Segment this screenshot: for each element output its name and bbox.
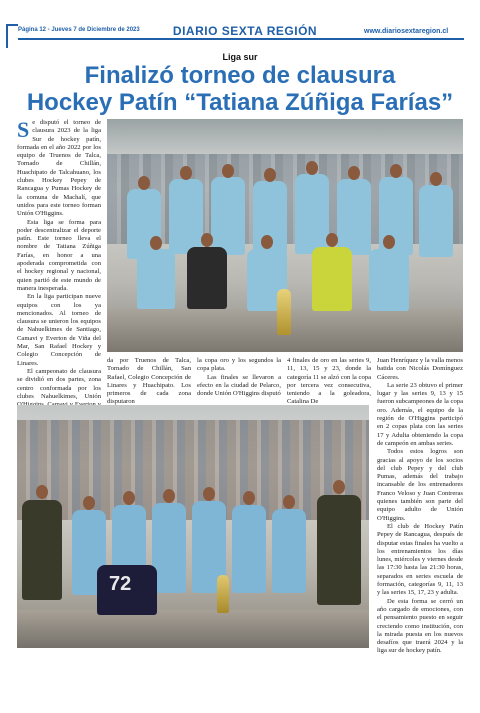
headline-line-1: Finalizó torneo de clausura <box>84 62 396 89</box>
paragraph: la copa oro y los segundos la copa plata. <box>197 357 281 373</box>
paragraph: 4 finales de oro en las series 9, 11, 13, 15 y 23, donde la categoría 11 se alzó con la copa por tercera vez consecutiva, teniendo a la goleadora, Catalina De <box>287 357 371 406</box>
header-corner-mark <box>6 24 18 48</box>
paragraph: e disputó el torneo de clausura 2023 de la liga Sur de hockey patín, formada en el año 2022 por los equipo de Truenos de Talca, Tornado de Chillán, Huachipato de Talcahuano, los clubes Hockey Pepey de Rancagua y Pumas Hockey de la comuna de Machalí, que unidos para este torneo forman Unión O'Higgins. <box>17 119 101 218</box>
page-info: Página 12 - Jueves 7 de Diciembre de 2023 <box>18 27 140 33</box>
article-column-2 <box>107 357 191 406</box>
article-column-4 <box>287 357 371 406</box>
header-rule <box>18 38 464 40</box>
paragraph: Todos estos logros son gracias al apoyo de los socios del club Pepey y del club Pumas, además del trabajo incansable de los entrenadores Franco Veloso y Juan Contreras quienes también son parte del equipo adulto de Unión O'Higgins. <box>377 448 463 522</box>
trophy-icon <box>217 575 229 613</box>
paragraph: Esta liga se forma para poder descentralizar el deporte patín. Este torneo lleva el nombre de Tatiana Zúñiga Farías, en honor a una apoderada comprometida con el hockey regional y nacional, quien partió de este mundo de manera inesperada. <box>17 218 101 292</box>
masthead: DIARIO SEXTA REGIÓN <box>172 24 318 38</box>
article-column-3 <box>197 357 281 403</box>
article-column-1 <box>17 119 101 401</box>
paragraph: El club de Hockey Patín Pepey de Rancagua, después de disputar estas finales ha vuelto a los entrenamientos los días lunes, miércoles y viernes desde las 17:30 hasta las 21:30 horas, separados en series escuela de formación, categorías 9, 11, 13 y las series 15, 17, 23 y adulta. <box>377 522 463 597</box>
headline-line-2: Hockey Patín “Tatiana Zúñiga Farías” <box>26 89 454 116</box>
paragraph: Juan Henríquez y la valla menos batida con Nicolás Domínguez Cáceres. <box>377 357 463 381</box>
rink-floor <box>17 610 369 648</box>
team-photo-1 <box>107 119 463 352</box>
trophy-icon <box>277 289 291 335</box>
dropcap: S <box>17 117 30 142</box>
section-label: Liga sur <box>222 52 258 62</box>
arena-roof <box>107 119 463 159</box>
paragraph: De esta forma se cerró un año cargado de emociones, con el pensamiento puesto en seguir creciendo como institución, con la mirada puesta en los nuevos desafíos que traerá 2024 y la liga sur de hockey patín. <box>377 597 463 655</box>
paragraph: El campeonato de clausura se dividió en dos partes, zona centro conformada por los clubes Nahuelkimes, Unión <box>17 367 101 400</box>
paragraph: En la liga participan nueve equipos con los ya mencionados. Al torneo de clausura se unieron los equipos de Nahuelkimes de Santiago, Camavi y Everton de Viña del Mar, San Rafael Hockey y Colegio Concepción de Linares. <box>17 293 101 367</box>
article-column-5 <box>377 357 463 657</box>
website-link[interactable]: www.diariosextaregion.cl <box>364 28 449 35</box>
paragraph: La serie 23 obtuvo el primer lugar y las series 9, 13 y 15 fueron subcampeones de la copa oro. Además, el equipo de la región de O'Higgins participó en 2 copas plata con las series 17 y Adulta obteniendo la copa de campeón en ambas series. <box>377 381 463 447</box>
jersey-number: 72 <box>109 573 132 595</box>
paragraph: Las finales se llevaron a efecto en la ciudad de Pelarco, donde Unión O'Higgins disputó <box>197 373 281 398</box>
paragraph: da por Truenos de Talca, Tornado de Chillán, San Rafael, Colegio Concepción de Linares y Huachipato. Los primeros de cada zona disputaron <box>107 357 191 406</box>
team-photo-2 <box>17 405 369 648</box>
